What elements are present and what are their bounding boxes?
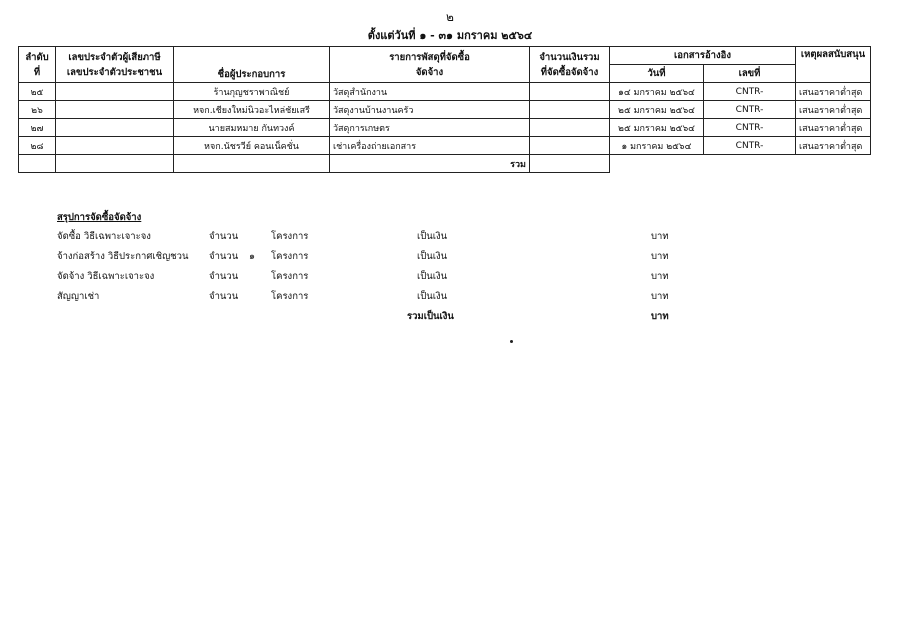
summary-title: สรุปการจัดซื้อจัดจ้าง: [57, 212, 142, 223]
col-header-vendor: ชื่อผู้ประกอบการ: [174, 47, 330, 83]
cell-vendor: หจก.นัชรวีย์ คอนเน็คชั่น: [174, 137, 330, 155]
table-total-row: [19, 155, 871, 173]
summary-money-label: เป็นเงิน: [417, 291, 448, 302]
table-row: [19, 101, 871, 119]
cell-date: ๒๕ มกราคม ๒๕๖๔: [610, 101, 704, 119]
summary-count-suffix: โครงการ: [271, 231, 309, 242]
cell-doc-no: CNTR-: [704, 101, 796, 119]
summary-unit: บาท: [651, 271, 669, 282]
summary-count-prefix: จำนวน: [209, 271, 239, 282]
document-heading: ตั้งแต่วันที่ ๑ - ๓๑ มกราคม ๒๕๖๔: [367, 29, 533, 42]
summary-count-suffix: โครงการ: [271, 291, 309, 302]
col-header-ref-date: วันที่: [610, 65, 704, 83]
cell-doc-no: CNTR-: [704, 119, 796, 137]
summary-count-suffix: โครงการ: [271, 251, 309, 262]
cell-no: ๒๕: [19, 83, 56, 101]
summary-money-label: เป็นเงิน: [417, 251, 448, 262]
cell-amount: [530, 119, 610, 137]
stray-mark: [510, 340, 513, 343]
table-row: [19, 137, 871, 155]
total-amount: [530, 155, 610, 173]
page-number: ๒: [446, 10, 454, 24]
summary-row: [57, 229, 757, 249]
cell-amount: [530, 101, 610, 119]
col-header-reason: เหตุผลสนับสนุน: [796, 47, 871, 83]
cell-item: วัสดุสำนักงาน: [330, 83, 530, 101]
cell-tax-id: [56, 119, 174, 137]
col-header-taxid: เลขประจำตัวผู้เสียภาษี เลขประจำตัวประชาชน: [56, 47, 174, 83]
table-row: [19, 119, 871, 137]
summary-count-suffix: โครงการ: [271, 271, 309, 282]
cell-tax-id: [56, 101, 174, 119]
summary-total-label: รวมเป็นเงิน: [407, 311, 454, 322]
summary-row: [57, 249, 757, 269]
cell-date: ๑ มกราคม ๒๕๖๔: [610, 137, 704, 155]
cell-tax-id: [56, 83, 174, 101]
cell-no: ๒๖: [19, 101, 56, 119]
col-header-item: รายการพัสดุที่จัดซื้อ จัดจ้าง: [330, 47, 530, 83]
cell-item: วัสดุงานบ้านงานครัว: [330, 101, 530, 119]
summary-unit: บาท: [651, 291, 669, 302]
summary-money-label: เป็นเงิน: [417, 231, 448, 242]
cell-date: ๒๕ มกราคม ๒๕๖๔: [610, 119, 704, 137]
cell-reason: เสนอราคาต่ำสุด: [796, 83, 871, 101]
summary-count-prefix: จำนวน: [209, 231, 239, 242]
summary-label: สัญญาเช่า: [57, 291, 100, 302]
cell-tax-id: [56, 137, 174, 155]
summary-unit: บาท: [651, 251, 669, 262]
cell-reason: เสนอราคาต่ำสุด: [796, 137, 871, 155]
summary-row: [57, 289, 757, 309]
col-header-amount: จำนวนเงินรวม ที่จัดซื้อจัดจ้าง: [530, 47, 610, 83]
total-label: รวม: [330, 155, 530, 173]
col-header-no: ลำดับ ที่: [19, 47, 56, 83]
procurement-table: [18, 46, 871, 173]
summary-money-label: เป็นเงิน: [417, 271, 448, 282]
cell-vendor: ร้านกุญชราพาณิชย์: [174, 83, 330, 101]
summary-unit: บาท: [651, 231, 669, 242]
procurement-summary: [57, 210, 757, 329]
cell-vendor: นายสมหมาย กันทวงค์: [174, 119, 330, 137]
cell-vendor: หจก.เชียงใหม่นิวอะไหล่ชัยเสรี: [174, 101, 330, 119]
cell-item: วัสดุการเกษตร: [330, 119, 530, 137]
summary-label: จ้างก่อสร้าง วิธีประกาศเชิญชวน: [57, 251, 189, 262]
cell-doc-no: CNTR-: [704, 137, 796, 155]
summary-label: จัดซื้อ วิธีเฉพาะเจาะจง: [57, 231, 151, 242]
table-header-row: [19, 47, 871, 65]
summary-label: จัดจ้าง วิธีเฉพาะเจาะจง: [57, 271, 155, 282]
summary-count-prefix: จำนวน: [209, 251, 239, 262]
summary-count: ๑: [249, 251, 256, 262]
cell-item: เช่าเครื่องถ่ายเอกสาร: [330, 137, 530, 155]
cell-date: ๑๔ มกราคม ๒๕๖๔: [610, 83, 704, 101]
cell-reason: เสนอราคาต่ำสุด: [796, 101, 871, 119]
cell-doc-no: CNTR-: [704, 83, 796, 101]
summary-total-row: [57, 309, 757, 329]
summary-row: [57, 269, 757, 289]
table-row: [19, 83, 871, 101]
cell-amount: [530, 83, 610, 101]
summary-total-unit: บาท: [651, 311, 669, 322]
cell-no: ๒๘: [19, 137, 56, 155]
cell-amount: [530, 137, 610, 155]
col-header-ref-no: เลขที่: [704, 65, 796, 83]
cell-reason: เสนอราคาต่ำสุด: [796, 119, 871, 137]
cell-no: ๒๗: [19, 119, 56, 137]
col-header-ref: เอกสารอ้างอิง: [610, 47, 796, 65]
summary-count-prefix: จำนวน: [209, 291, 239, 302]
